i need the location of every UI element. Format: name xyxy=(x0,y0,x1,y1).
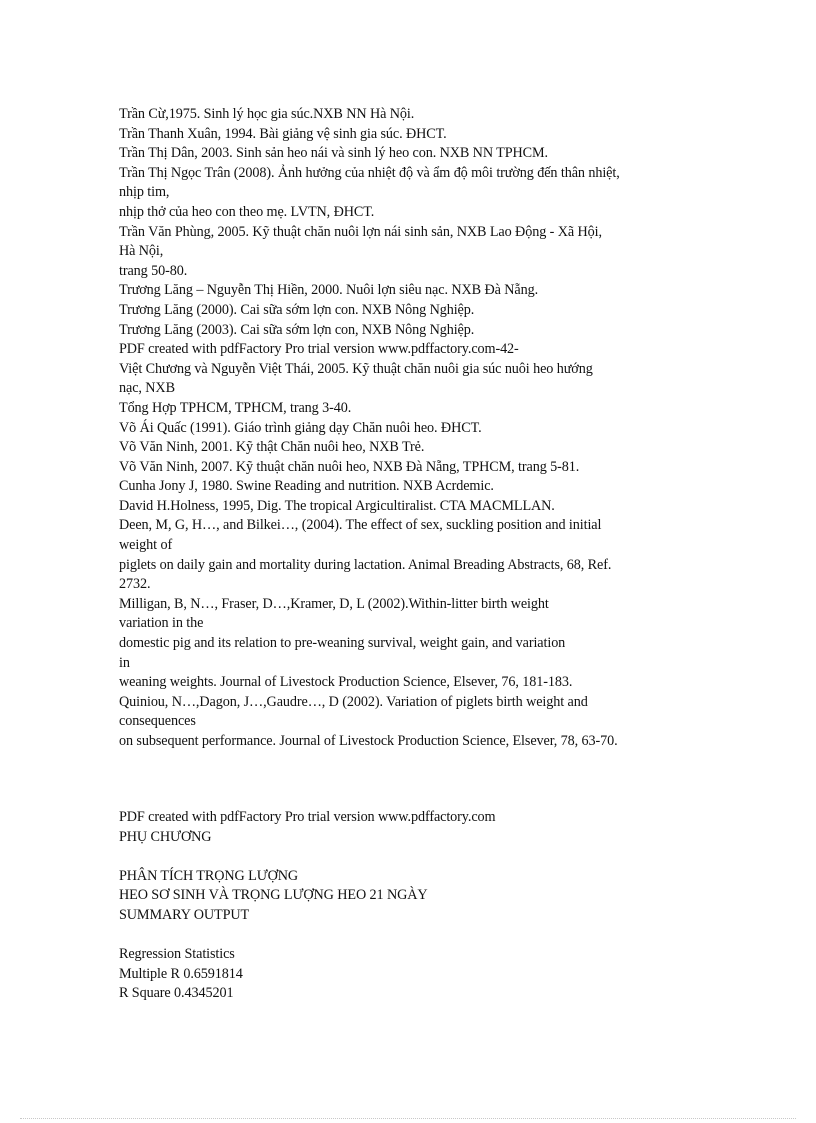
page-bottom-divider xyxy=(20,1118,796,1119)
reference-list xyxy=(119,105,699,752)
reference-line: Võ Ái Quấc (1991). Giáo trình giảng dạy Chăn nuôi heo. ĐHCT. xyxy=(119,419,482,436)
reference-line: Trương Lăng – Nguyễn Thị Hiền, 2000. Nuôi lợn siêu nạc. NXB Đà Nẵng. xyxy=(119,282,539,299)
multiple-r-value: Multiple R 0.6591814 xyxy=(119,965,243,982)
reference-line: Trần Cừ,1975. Sinh lý học gia súc.NXB NN Hà Nội. xyxy=(119,106,415,122)
appendix-section xyxy=(119,808,699,1004)
reference-line: weight of xyxy=(119,537,173,554)
reference-line: nhịp tim, xyxy=(119,184,170,201)
regression-stats-header: Regression Statistics xyxy=(119,946,235,963)
reference-line: Cunha Jony J, 1980. Swine Reading and nutrition. NXB Acrdemic. xyxy=(119,478,494,495)
reference-line: weaning weights. Journal of Livestock Production Science, Elsever, 76, 181-183. xyxy=(119,674,573,691)
pdf-watermark-line: PDF created with pdfFactory Pro trial version www.pdffactory.com xyxy=(119,809,496,825)
r-square-value: R Square 0.4345201 xyxy=(119,985,234,1002)
reference-line: Trương Lăng (2000). Cai sữa sớm lợn con. NXB Nông Nghiệp. xyxy=(119,301,475,318)
summary-output-label: SUMMARY OUTPUT xyxy=(119,906,250,923)
analysis-title: PHÂN TÍCH TRỌNG LƯỢNG xyxy=(119,867,299,884)
reference-line: Trần Thị Ngọc Trân (2008). Ảnh hưởng của nhiệt độ và ẩm độ môi trường đến thân nhiệt, xyxy=(119,164,620,181)
reference-line: Hà Nội, xyxy=(119,243,164,260)
reference-line: Việt Chương và Nguyễn Việt Thái, 2005. Kỹ thuật chăn nuôi gia súc nuôi heo hướng xyxy=(119,360,593,377)
reference-line: 2732. xyxy=(119,576,151,593)
reference-line: nạc, NXB xyxy=(119,380,175,397)
reference-line: variation in the xyxy=(119,615,204,632)
reference-line: David H.Holness, 1995, Dig. The tropical Argicultiralist. CTA MACMLLAN. xyxy=(119,497,555,514)
reference-line: Tổng Hợp TPHCM, TPHCM, trang 3-40. xyxy=(119,399,352,416)
reference-line: trang 50-80. xyxy=(119,262,188,279)
reference-line: Trần Thị Dân, 2003. Sinh sản heo nái và sinh lý heo con. NXB NN TPHCM. xyxy=(119,145,548,162)
reference-line: on subsequent performance. Journal of Livestock Production Science, Elsever, 78, 63-70. xyxy=(119,733,618,749)
analysis-subtitle: HEO SƠ SINH VÀ TRỌNG LƯỢNG HEO 21 NGÀY xyxy=(119,887,428,904)
reference-line: Deen, M, G, H…, and Bilkei…, (2004). The effect of sex, suckling position and initial xyxy=(119,517,602,534)
spacer xyxy=(119,847,699,867)
appendix-heading: PHỤ CHƯƠNG xyxy=(119,828,212,845)
reference-line: Võ Văn Ninh, 2001. Kỹ thật Chăn nuôi heo, NXB Trẻ. xyxy=(119,439,425,456)
pdf-watermark-line: PDF created with pdfFactory Pro trial version www.pdffactory.com-42- xyxy=(119,341,519,358)
spacer xyxy=(119,926,699,946)
reference-line: Trần Thanh Xuân, 1994. Bài giảng vệ sinh gia súc. ĐHCT. xyxy=(119,125,447,142)
reference-line: in xyxy=(119,654,130,671)
reference-line: domestic pig and its relation to pre-weaning survival, weight gain, and variation xyxy=(119,635,566,652)
reference-line: Quiniou, N…,Dagon, J…,Gaudre…, D (2002). Variation of piglets birth weight and xyxy=(119,693,588,710)
reference-line: consequences xyxy=(119,713,196,730)
reference-line: Võ Văn Ninh, 2007. Kỹ thuật chăn nuôi heo, NXB Đà Nẵng, TPHCM, trang 5-81. xyxy=(119,458,580,475)
reference-line: Trương Lăng (2003). Cai sữa sớm lợn con, NXB Nông Nghiệp. xyxy=(119,321,475,338)
reference-line: nhịp thở của heo con theo mẹ. LVTN, ĐHCT. xyxy=(119,203,375,220)
reference-line: Trần Văn Phùng, 2005. Kỹ thuật chăn nuôi lợn nái sinh sản, NXB Lao Động - Xã Hội, xyxy=(119,223,602,240)
reference-line: Milligan, B, N…, Fraser, D…,Kramer, D, L (2002).Within-litter birth weight xyxy=(119,595,549,612)
reference-line: piglets on daily gain and mortality during lactation. Animal Breading Abstracts, 68, Ref. xyxy=(119,556,612,573)
